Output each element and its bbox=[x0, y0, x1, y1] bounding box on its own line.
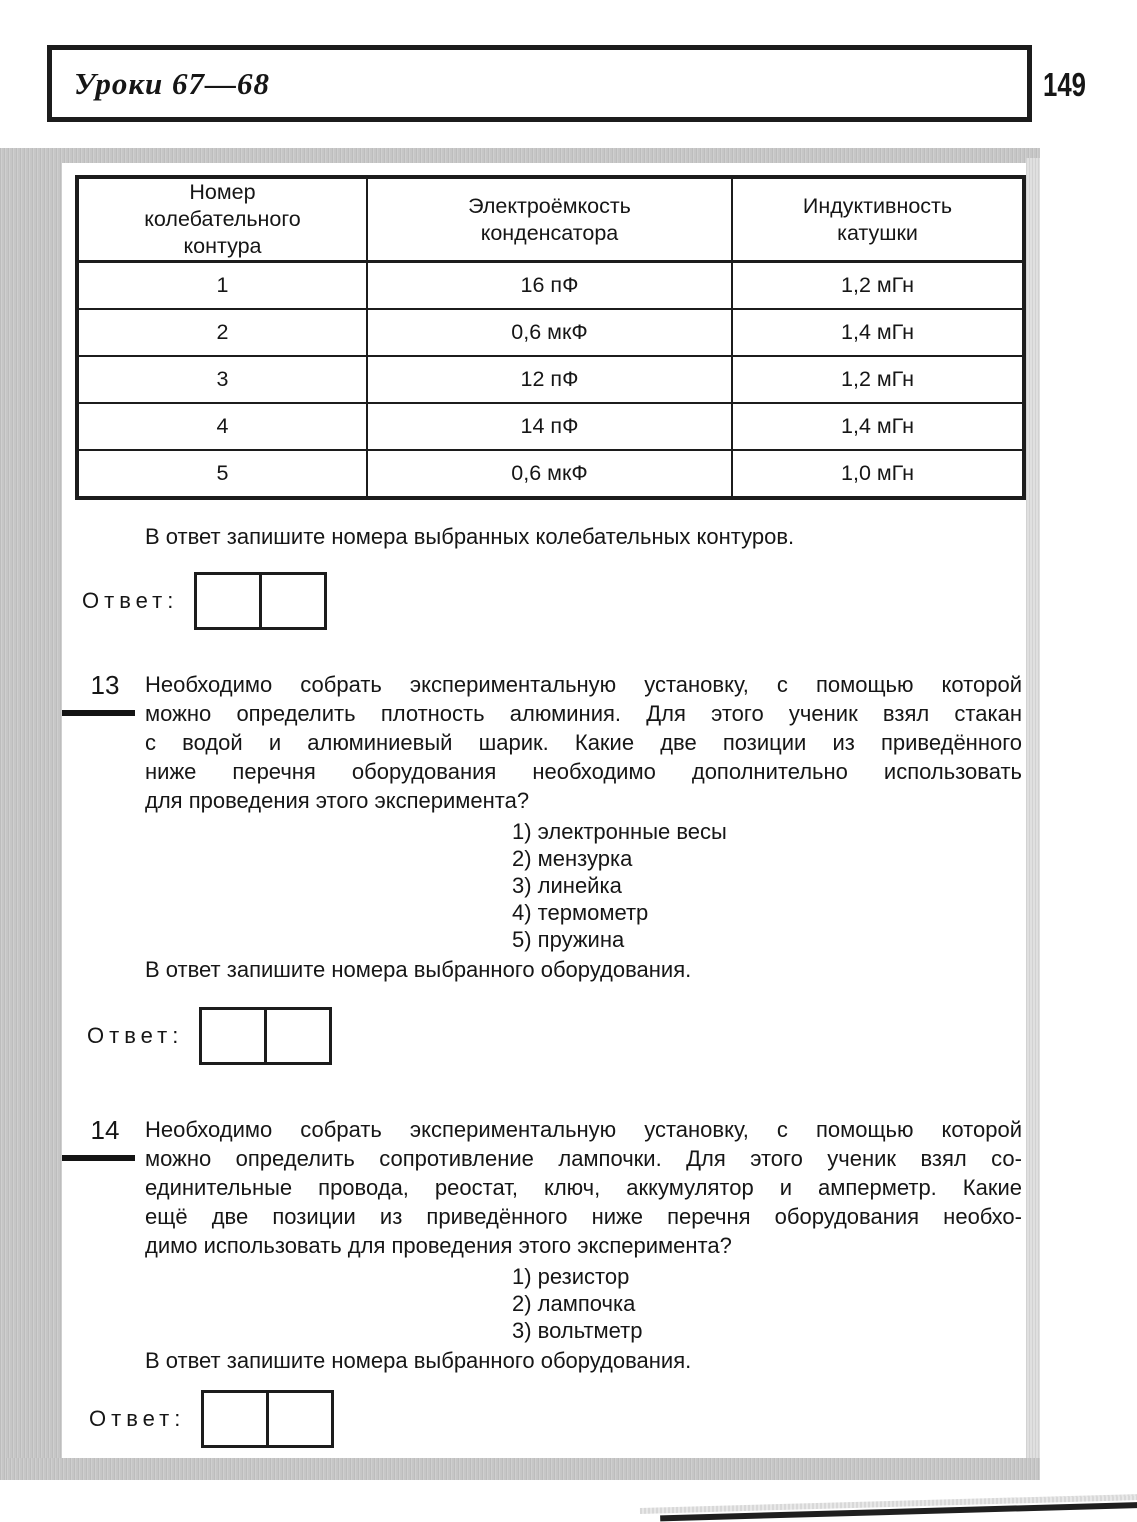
question-text-line: для проведения этого эксперимента? bbox=[145, 788, 530, 813]
answer-cell-2[interactable] bbox=[266, 1393, 331, 1445]
question-text-line: ниже перечня оборудования необходимо дополнительно использовать bbox=[145, 759, 1022, 784]
answer-box bbox=[199, 1007, 332, 1065]
option-item: 5) пружина bbox=[512, 927, 625, 952]
question-number-rule bbox=[62, 1155, 135, 1161]
worksheet-scan-area bbox=[0, 148, 1040, 1480]
lesson-header-box bbox=[47, 45, 1032, 122]
answer-label: Ответ: bbox=[89, 1406, 186, 1431]
question-text-line: димо использовать для проведения этого эксперимента? bbox=[145, 1233, 732, 1258]
question-number-rule bbox=[62, 710, 135, 716]
cell-circuit-number: 5 bbox=[77, 450, 367, 498]
cell-capacitance: 16 пФ bbox=[367, 262, 732, 310]
cell-capacitance: 0,6 мкФ bbox=[367, 309, 732, 356]
table-row bbox=[77, 262, 1024, 310]
scan-edge-right bbox=[1026, 158, 1040, 1480]
answer-cell-2[interactable] bbox=[259, 575, 324, 627]
answer-row-question-14 bbox=[89, 1390, 1026, 1448]
question-text-line: ещё две позиции из приведённого ниже перечня оборудования необхо- bbox=[145, 1204, 1022, 1229]
answer-row-table-question bbox=[82, 572, 1026, 630]
question-14 bbox=[75, 1115, 1026, 1374]
table-header-row bbox=[77, 177, 1024, 262]
question-13-number-block bbox=[75, 670, 145, 983]
worksheet-content bbox=[62, 163, 1026, 1448]
cell-capacitance: 12 пФ bbox=[367, 356, 732, 403]
scan-edge-left bbox=[0, 148, 62, 1480]
question-14-body bbox=[145, 1115, 1022, 1374]
question-14-number-block bbox=[75, 1115, 145, 1374]
page-number: 149 bbox=[1043, 66, 1086, 103]
answer-cell-1[interactable] bbox=[204, 1393, 266, 1445]
answer-row-question-13 bbox=[87, 1007, 1026, 1065]
question-text bbox=[145, 1115, 1022, 1260]
question-text-line: Необходимо собрать экспериментальную установку, с помощью которой bbox=[145, 672, 1022, 697]
table-row bbox=[77, 356, 1024, 403]
table-row bbox=[77, 450, 1024, 498]
option-item: 3) вольтметр bbox=[512, 1318, 643, 1343]
option-item: 2) мензурка bbox=[512, 846, 633, 871]
cell-capacitance: 0,6 мкФ bbox=[367, 450, 732, 498]
answer-cell-2[interactable] bbox=[264, 1010, 329, 1062]
column-header-capacitance: Электроёмкость конденсатора bbox=[367, 177, 732, 262]
cell-circuit-number: 2 bbox=[77, 309, 367, 356]
question-13-answer-instruction: В ответ запишите номера выбранного оборудования. bbox=[145, 957, 692, 982]
circuits-table bbox=[75, 175, 1026, 500]
cell-inductance: 1,4 мГн bbox=[732, 309, 1024, 356]
option-item: 4) термометр bbox=[512, 900, 649, 925]
option-item: 3) линейка bbox=[512, 873, 622, 898]
question-text bbox=[145, 670, 1022, 815]
option-item: 1) резистор bbox=[512, 1264, 630, 1289]
question-14-options bbox=[512, 1263, 1022, 1344]
answer-cell-1[interactable] bbox=[202, 1010, 264, 1062]
option-item: 1) электронные весы bbox=[512, 819, 727, 844]
question-number: 14 bbox=[90, 1115, 120, 1145]
question-text-line: с водой и алюминиевый шарик. Какие две позиции из приведённого bbox=[145, 730, 1022, 755]
cell-inductance: 1,2 мГн bbox=[732, 356, 1024, 403]
answer-box bbox=[201, 1390, 334, 1448]
cell-capacitance: 14 пФ bbox=[367, 403, 732, 450]
table-row bbox=[77, 309, 1024, 356]
column-header-inductance: Индуктивность катушки bbox=[732, 177, 1024, 262]
answer-label: Ответ: bbox=[87, 1023, 184, 1048]
question-13-options bbox=[512, 818, 1022, 953]
question-text-line: можно определить сопротивление лампочки. Для этого ученик взял со- bbox=[145, 1146, 1022, 1171]
cell-inductance: 1,4 мГн bbox=[732, 403, 1024, 450]
scan-edge-bottom bbox=[6, 1458, 1040, 1480]
question-number: 13 bbox=[90, 670, 120, 700]
table-row bbox=[77, 403, 1024, 450]
scan-edge-top bbox=[0, 148, 1040, 163]
lesson-title: Уроки 67—68 bbox=[74, 65, 271, 101]
column-header-circuit-number: Номер колебательного контура bbox=[77, 177, 367, 262]
cell-inductance: 1,2 мГн bbox=[732, 262, 1024, 310]
question-14-answer-instruction: В ответ запишите номера выбранного оборудования. bbox=[145, 1348, 692, 1373]
answer-cell-1[interactable] bbox=[197, 575, 259, 627]
question-13-body bbox=[145, 670, 1022, 983]
question-text-line: можно определить плотность алюминия. Для этого ученик взял стакан bbox=[145, 701, 1022, 726]
table-answer-instruction: В ответ запишите номера выбранных колебательных контуров. bbox=[145, 524, 795, 549]
answer-label: Ответ: bbox=[82, 588, 179, 613]
cell-circuit-number: 1 bbox=[77, 262, 367, 310]
question-text-line: Необходимо собрать экспериментальную установку, с помощью которой bbox=[145, 1117, 1022, 1142]
book-page-edge bbox=[660, 1502, 1137, 1521]
answer-box bbox=[194, 572, 327, 630]
question-13 bbox=[75, 670, 1026, 983]
table-body bbox=[77, 262, 1024, 499]
cell-circuit-number: 4 bbox=[77, 403, 367, 450]
cell-inductance: 1,0 мГн bbox=[732, 450, 1024, 498]
cell-circuit-number: 3 bbox=[77, 356, 367, 403]
option-item: 2) лампочка bbox=[512, 1291, 636, 1316]
question-text-line: единительные провода, реостат, ключ, аккумулятор и амперметр. Какие bbox=[145, 1175, 1022, 1200]
